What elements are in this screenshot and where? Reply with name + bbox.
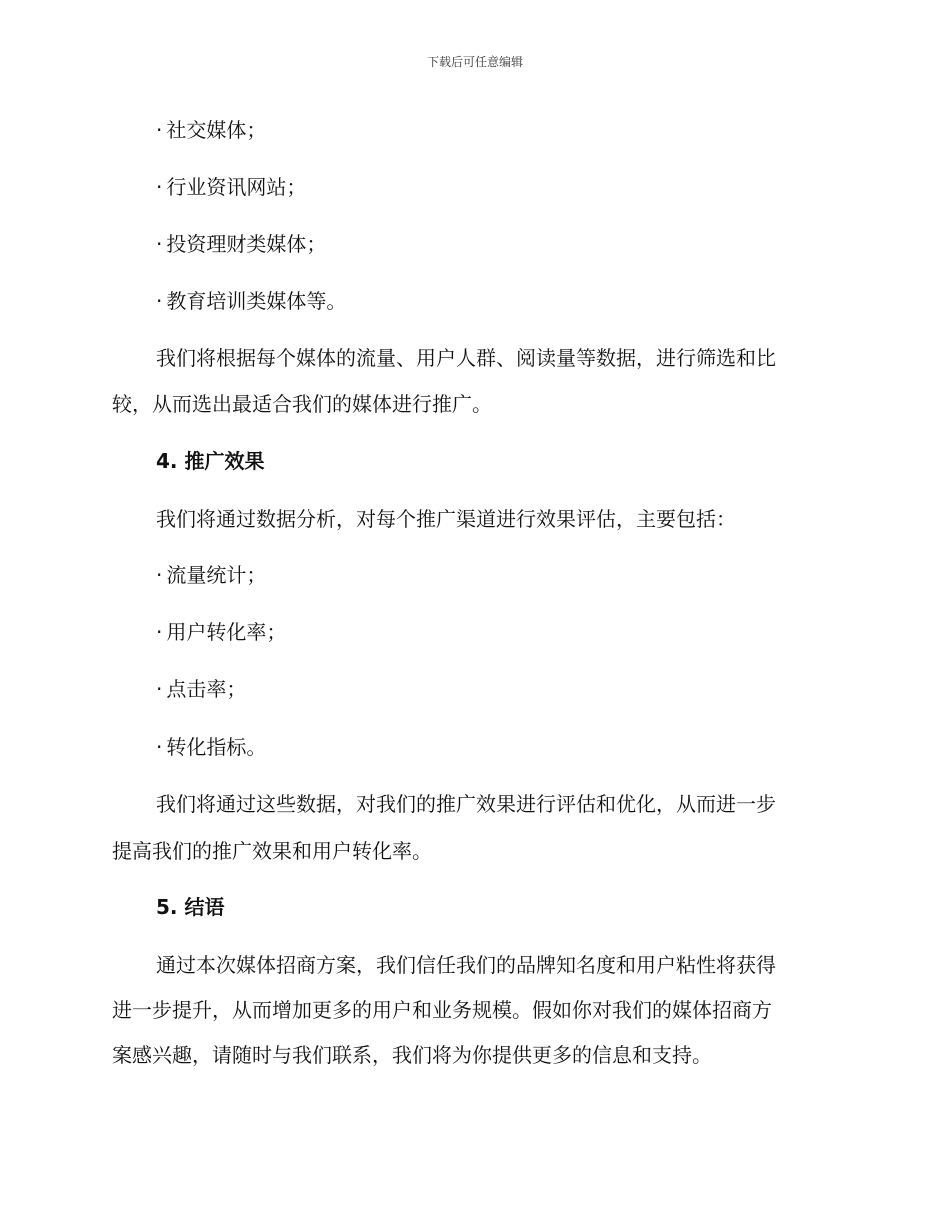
list-item: · 用户转化率；	[156, 620, 287, 644]
bullet-icon: ·	[156, 620, 163, 644]
bullet-icon: ·	[156, 735, 163, 759]
paragraph-line: 通过本次媒体招商方案，我们信任我们的品牌知名度和用户粘性将获得	[156, 953, 776, 977]
list-item: · 教育培训类媒体等。	[156, 289, 347, 313]
paragraph-line: 进一步提升，从而增加更多的用户和业务规模。假如你对我们的媒体招商方	[112, 998, 772, 1022]
list-item: · 转化指标。	[156, 735, 267, 759]
paragraph-line: 我们将根据每个媒体的流量、用户人群、阅读量等数据，进行筛选和比	[156, 346, 776, 370]
paragraph-line: 我们将通过这些数据，对我们的推广效果进行评估和优化，从而进一步	[156, 792, 776, 816]
bullet-icon: ·	[156, 677, 163, 701]
bullet-icon: ·	[156, 232, 163, 256]
section-heading: 5. 结语	[156, 895, 225, 919]
section-heading: 4. 推广效果	[156, 449, 265, 473]
list-item: · 投资理财类媒体；	[156, 232, 327, 256]
list-item: · 点击率；	[156, 677, 247, 701]
list-item: · 社交媒体；	[156, 118, 267, 142]
bullet-icon: ·	[156, 289, 163, 313]
page-header: 下载后可任意编辑	[426, 55, 523, 69]
list-item: · 流量统计；	[156, 563, 267, 587]
paragraph-line: 案感兴趣，请随时与我们联系，我们将为你提供更多的信息和支持。	[112, 1043, 712, 1067]
bullet-icon: ·	[156, 118, 163, 142]
bullet-icon: ·	[156, 563, 163, 587]
bullet-icon: ·	[156, 175, 163, 199]
paragraph-line: 较，从而选出最适合我们的媒体进行推广。	[112, 392, 492, 416]
list-item: · 行业资讯网站；	[156, 175, 307, 199]
paragraph-line: 提高我们的推广效果和用户转化率。	[112, 839, 432, 863]
paragraph-line: 我们将通过数据分析，对每个推广渠道进行效果评估，主要包括：	[156, 507, 736, 531]
